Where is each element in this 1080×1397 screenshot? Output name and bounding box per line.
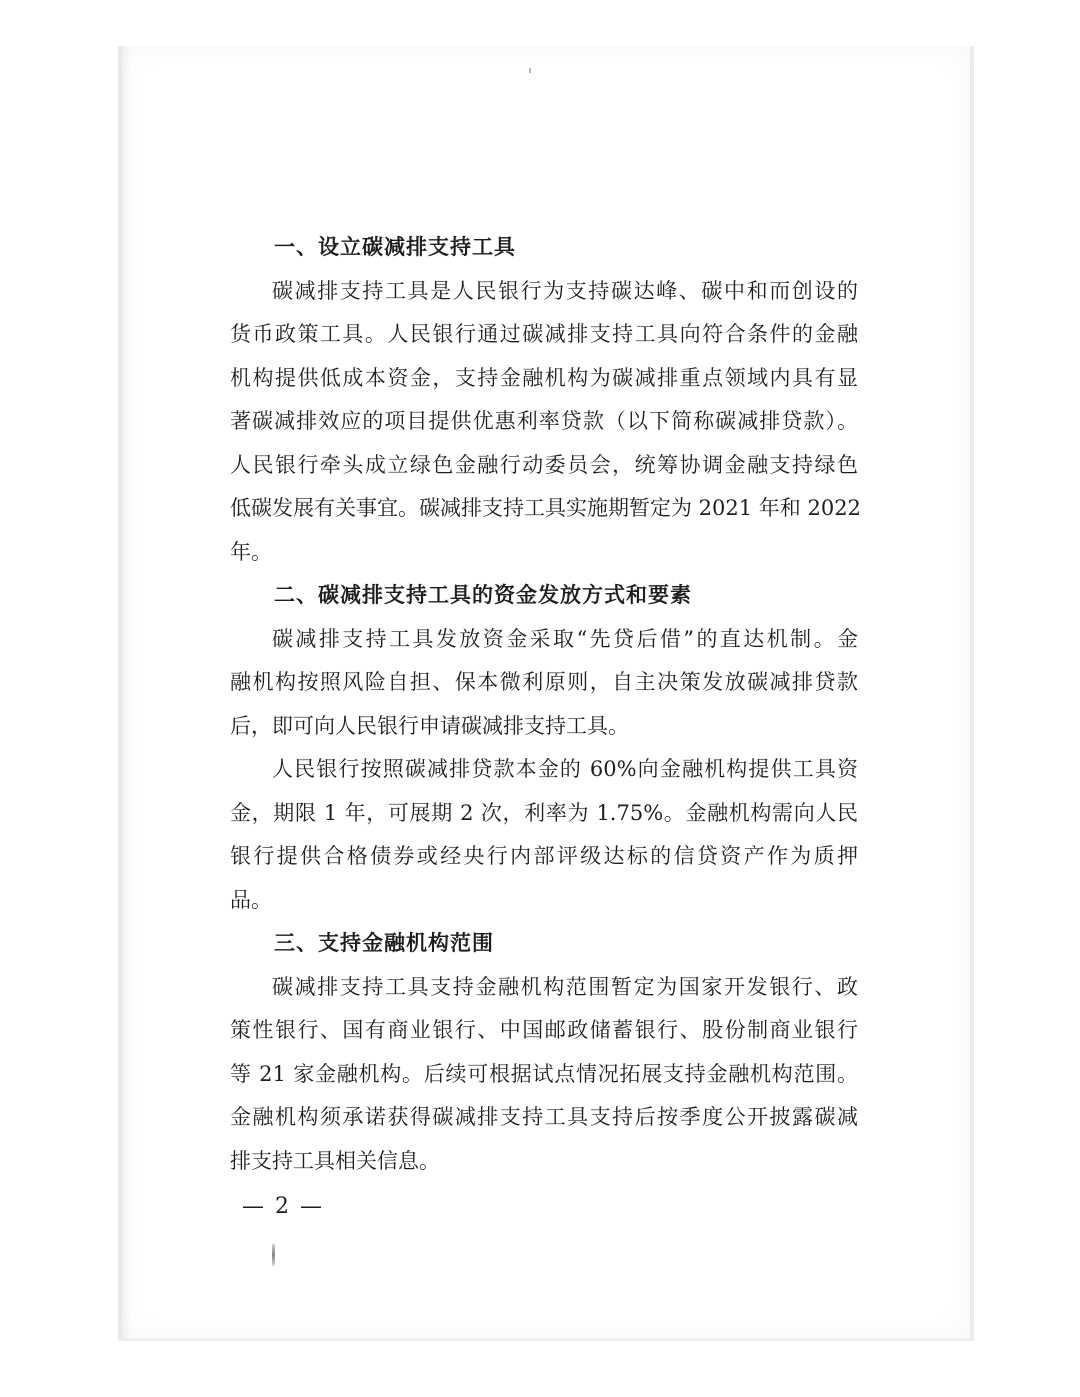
paragraph-line: 机构提供低成本资金，支持金融机构为碳减排重点领域内具有显 [230, 365, 858, 390]
section-heading: 三、支持金融机构范围 [274, 931, 494, 955]
paragraph-line: 著碳减排效应的项目提供优惠利率贷款（以下简称碳减排贷款）。 [230, 409, 858, 433]
paragraph-line: 排支持工具相关信息。 [230, 1148, 440, 1173]
page-number: — 2 — [242, 1194, 324, 1219]
paragraph [230, 748, 858, 922]
paragraph [230, 618, 858, 749]
paragraph-line: 融机构按照风险自担、保本微利原则，自主决策发放碳减排贷款 [230, 670, 858, 694]
paragraph-line: 人民银行按照碳减排贷款本金的 60%向金融机构提供工具资 [272, 757, 858, 781]
paragraph-line: 等 21 家金融机构。后续可根据试点情况拓展支持金融机构范围。 [230, 1061, 858, 1086]
scan-mark [272, 1244, 275, 1266]
paragraph [230, 270, 861, 575]
section-heading: 二、碳减排支持工具的资金发放方式和要素 [274, 583, 692, 607]
paragraph-line: 后，即可向人民银行申请碳减排支持工具。 [230, 713, 629, 738]
paragraph-line: 策性银行、国有商业银行、中国邮政储蓄银行、股份制商业银行 [230, 1018, 858, 1042]
paragraph-line: 银行提供合格债券或经央行内部评级达标的信贷资产作为质押 [230, 844, 858, 868]
section-heading: 一、设立碳减排支持工具 [274, 235, 516, 259]
paragraph [230, 966, 858, 1184]
paragraph-line: 碳减排支持工具是人民银行为支持碳达峰、碳中和而创设的 [272, 278, 858, 303]
document-body [230, 226, 861, 1183]
paragraph-line: 碳减排支持工具支持金融机构范围暂定为国家开发银行、政 [272, 974, 858, 999]
paragraph-line: 年。 [230, 539, 272, 564]
scan-speck [529, 68, 531, 73]
paragraph-line: 低碳发展有关事宜。碳减排支持工具实施期暂定为 2021 年和 2022 [230, 496, 861, 520]
paragraph-line: 人民银行牵头成立绿色金融行动委员会，统筹协调金融支持绿色 [230, 452, 858, 477]
paragraph-line: 品。 [230, 887, 272, 912]
paragraph-line: 货币政策工具。人民银行通过碳减排支持工具向符合条件的金融 [230, 322, 858, 346]
paragraph-line: 金融机构须承诺获得碳减排支持工具支持后按季度公开披露碳减 [230, 1105, 858, 1129]
paragraph-line: 碳减排支持工具发放资金采取“先贷后借”的直达机制。金 [272, 626, 858, 651]
paragraph-line: 金，期限 1 年，可展期 2 次，利率为 1.75%。金融机构需向人民 [230, 800, 858, 825]
